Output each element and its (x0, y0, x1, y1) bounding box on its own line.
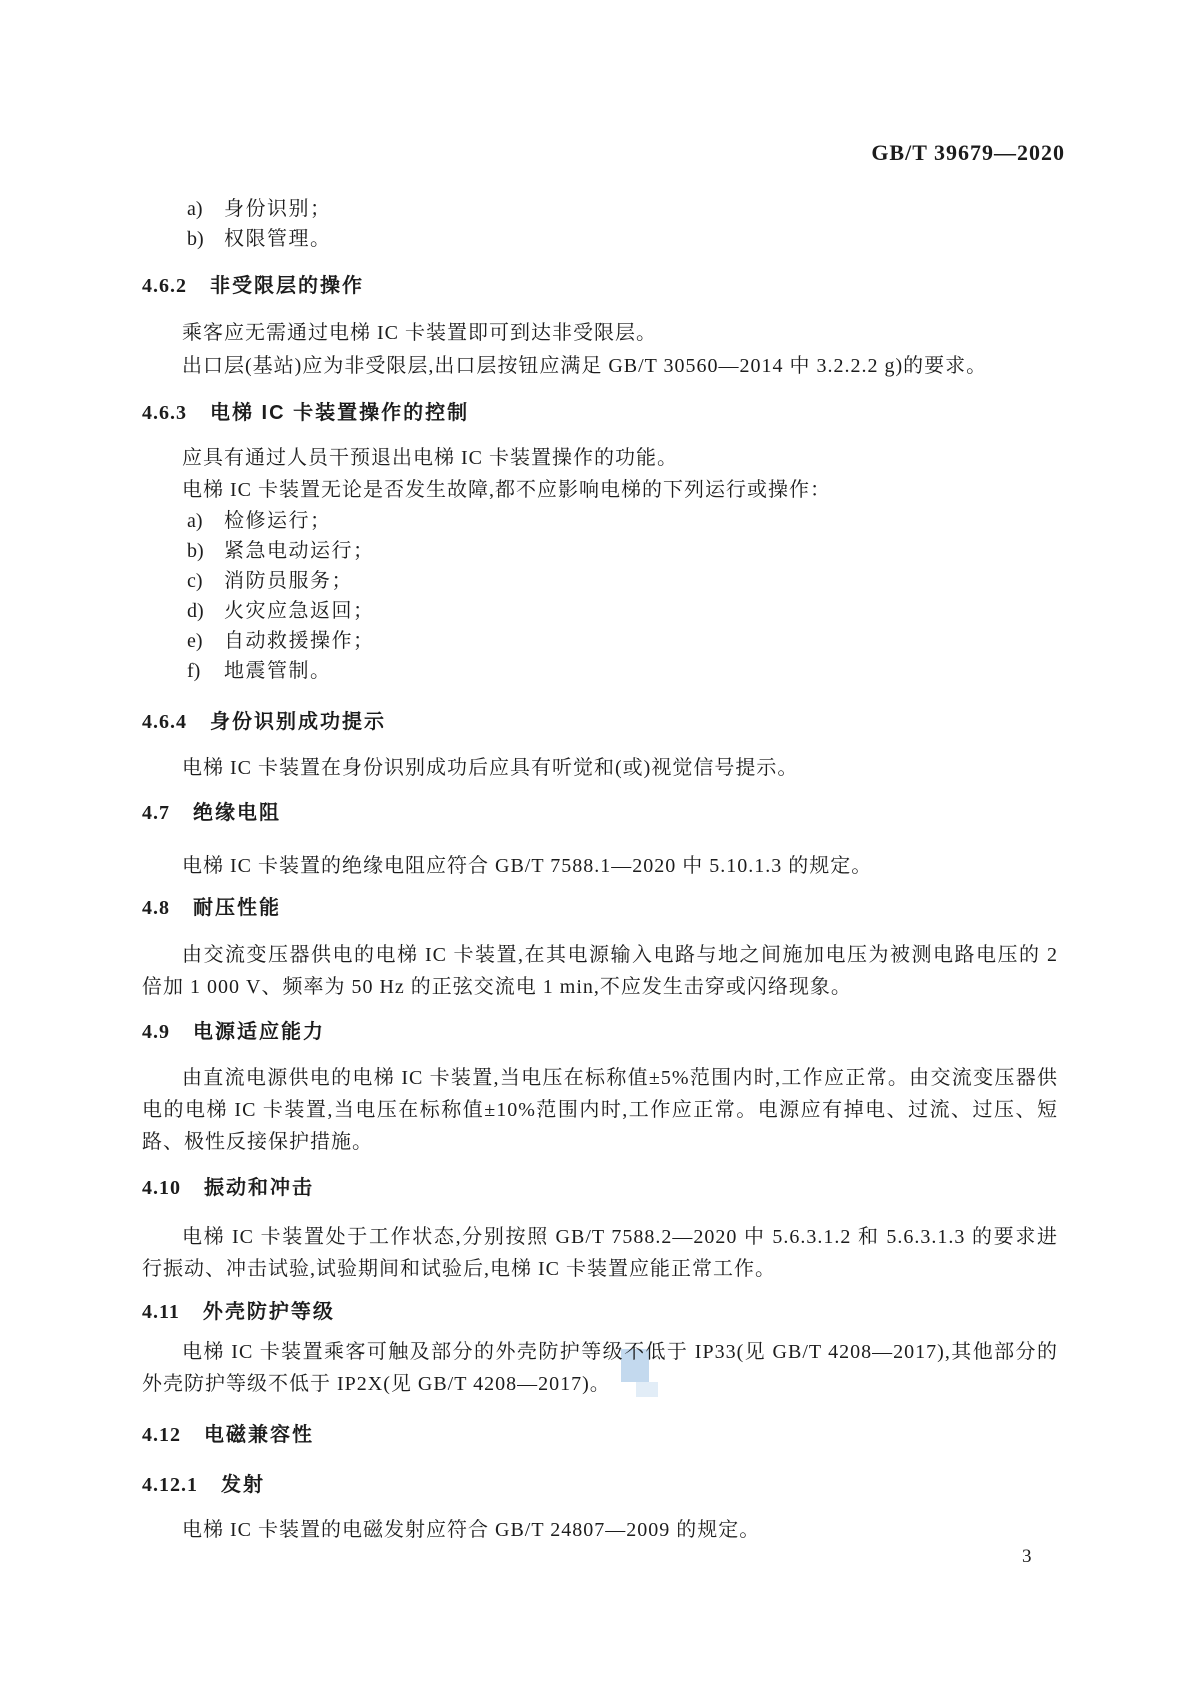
paragraph: 电梯 IC 卡装置的绝缘电阻应符合 GB/T 7588.1—2020 中 5.10.1.3 的规定。 (182, 855, 873, 877)
section-number: 4.12 (142, 1424, 181, 1446)
list-item-text: 火灾应急返回； (224, 600, 375, 622)
section-number: 4.7 (142, 802, 170, 824)
list-item-text: 权限管理。 (224, 228, 332, 250)
section-heading (142, 707, 1058, 737)
list-item-label: a) (187, 198, 203, 220)
section-heading (142, 1173, 1058, 1203)
doc-code: GB/T 39679—2020 (871, 140, 1065, 165)
section-number: 4.12.1 (142, 1474, 198, 1496)
section-title: 发射 (221, 1474, 265, 1496)
list-item-label: b) (187, 228, 204, 250)
list-item (142, 536, 1058, 566)
section-heading (142, 1297, 1058, 1327)
list-item (142, 626, 1058, 656)
section-title: 振动和冲击 (204, 1177, 314, 1199)
section-number: 4.6.4 (142, 711, 187, 733)
paragraph: 电梯 IC 卡装置的电磁发射应符合 GB/T 24807—2009 的规定。 (182, 1519, 761, 1541)
section-heading (142, 271, 1058, 301)
list-item-label: a) (187, 510, 203, 532)
list-item-text: 检修运行； (224, 510, 332, 532)
paragraph: 电梯 IC 卡装置在身份识别成功后应具有听觉和(或)视觉信号提示。 (182, 757, 799, 779)
section-number: 4.8 (142, 897, 170, 919)
section-heading (142, 1017, 1058, 1047)
list-item-label: d) (187, 600, 204, 622)
paragraph: 由交流变压器供电的电梯 IC 卡装置,在其电源输入电路与地之间施加电压为被测电路电压的 2 倍加 1 000 V、频率为 50 Hz 的正弦交流电 1 min,不应发生击穿或闪络现象。 (142, 944, 1058, 998)
operation-list (142, 506, 1058, 686)
list-item-label: e) (187, 630, 203, 652)
section-number: 4.11 (142, 1301, 180, 1323)
section-title: 身份识别成功提示 (210, 711, 386, 733)
section-heading (142, 398, 1058, 428)
list-item (142, 596, 1058, 626)
list-item-text: 自动救援操作； (224, 630, 375, 652)
section-title: 电磁兼容性 (204, 1424, 314, 1446)
section-title: 电梯 IC 卡装置操作的控制 (210, 402, 470, 424)
list-item-label: f) (187, 660, 201, 682)
paragraph: 由直流电源供电的电梯 IC 卡装置,当电压在标称值±5%范围内时,工作应正常。由交流变压器供电的电梯 IC 卡装置,当电压在标称值±10%范围内时,工作应正常。电源应有掉电、过流、过压、短路、极性反接保护措施。 (142, 1067, 1058, 1153)
section-title: 非受限层的操作 (210, 275, 364, 297)
section-title: 耐压性能 (193, 897, 281, 919)
paragraph: 乘客应无需通过电梯 IC 卡装置即可到达非受限层。 (182, 322, 657, 344)
section-title: 绝缘电阻 (193, 802, 281, 824)
intro-list (142, 194, 1058, 254)
page-number: 3 (1022, 1546, 1032, 1567)
list-item-text: 身份识别； (224, 198, 332, 220)
section-heading (142, 1420, 1058, 1450)
list-item-label: b) (187, 540, 204, 562)
list-item-text: 紧急电动运行； (224, 540, 375, 562)
paragraph: 出口层(基站)应为非受限层,出口层按钮应满足 GB/T 30560—2014 中 3.2.2.2 g)的要求。 (182, 355, 988, 377)
section-number: 4.6.3 (142, 402, 187, 424)
list-item (142, 194, 1058, 224)
list-item (142, 566, 1058, 596)
paragraph: 电梯 IC 卡装置处于工作状态,分别按照 GB/T 7588.2—2020 中 5.6.3.1.2 和 5.6.3.1.3 的要求进行振动、冲击试验,试验期间和试验后,电梯 IC 卡装置应能正常工作。 (142, 1226, 1058, 1280)
list-item-text: 地震管制。 (224, 660, 332, 682)
list-item (142, 224, 1058, 254)
section-number: 4.6.2 (142, 275, 187, 297)
paragraph: 电梯 IC 卡装置乘客可触及部分的外壳防护等级不低于 IP33(见 GB/T 4208—2017),其他部分的外壳防护等级不低于 IP2X(见 GB/T 4208—2017)。 (142, 1341, 1058, 1395)
section-heading (142, 798, 1058, 828)
section-number: 4.10 (142, 1177, 181, 1199)
paragraph: 电梯 IC 卡装置无论是否发生故障,都不应影响电梯的下列运行或操作： (182, 479, 831, 501)
list-item-label: c) (187, 570, 203, 592)
section-title: 外壳防护等级 (202, 1301, 335, 1323)
list-item-text: 消防员服务； (224, 570, 353, 592)
section-heading (142, 893, 1058, 923)
section-title: 电源适应能力 (193, 1021, 325, 1043)
paragraph: 应具有通过人员干预退出电梯 IC 卡装置操作的功能。 (182, 447, 678, 469)
list-item (142, 506, 1058, 536)
list-item (142, 656, 1058, 686)
section-number: 4.9 (142, 1021, 170, 1043)
section-heading (142, 1470, 1058, 1500)
